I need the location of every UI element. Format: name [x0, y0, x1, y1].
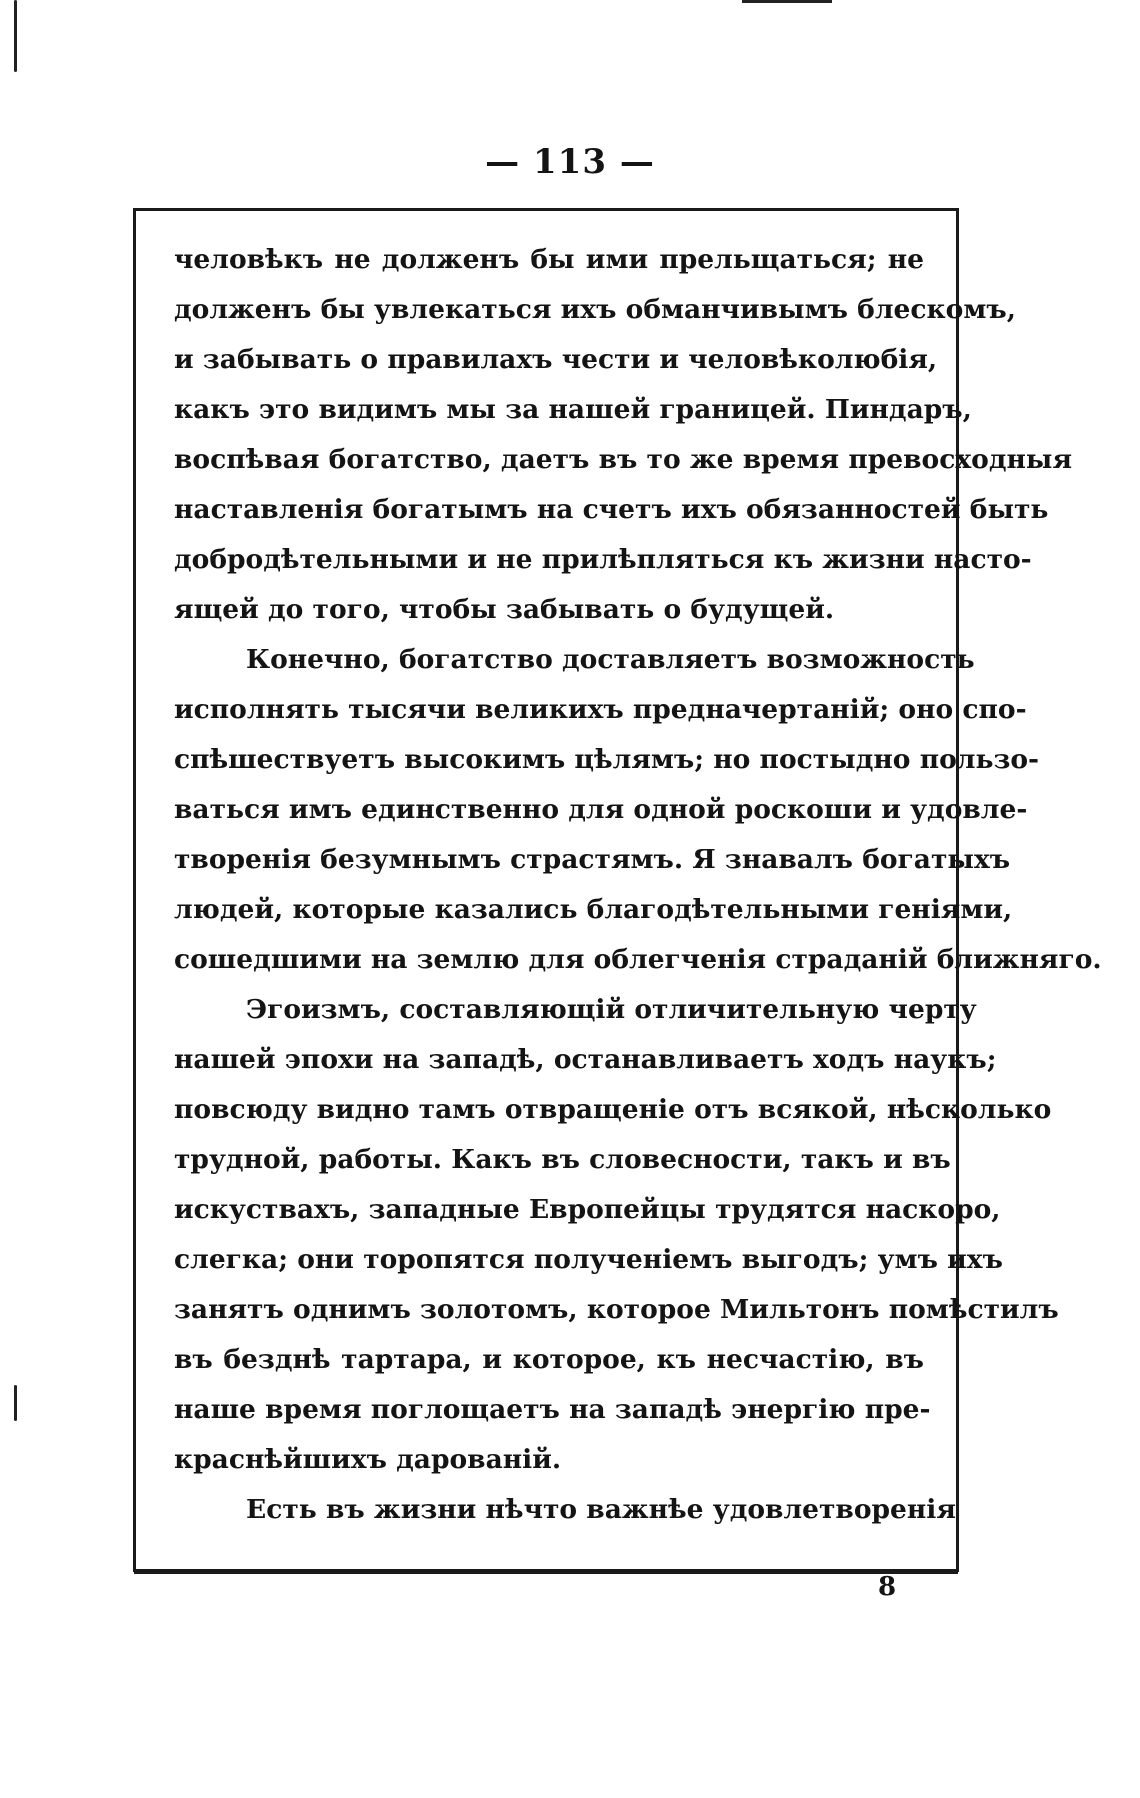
text-line: творенія безумнымъ страстямъ. Я знавалъ богатыхъ [174, 844, 1011, 875]
text-line: искуствахъ, западные Европейцы трудятся наскоро, [174, 1194, 1001, 1225]
left-margin-mark [14, 0, 17, 72]
text-line: наставленія богатымъ на счетъ ихъ обязанностей быть [174, 494, 1049, 525]
text-line: ящей до того, чтобы забывать о будущей. [174, 594, 835, 625]
text-line: какъ это видимъ мы за нашей границей. Пиндаръ, [174, 394, 972, 425]
text-line: спѣшествуетъ высокимъ цѣлямъ; но постыдно пользо- [174, 744, 1040, 775]
text-line: людей, которые казались благодѣтельными геніями, [174, 894, 1013, 925]
text-line: слегка; они торопятся полученіемъ выгодъ; умъ ихъ [174, 1244, 1003, 1275]
text-line: исполнять тысячи великихъ предначертаній; оно спо- [174, 694, 1027, 725]
top-edge-rule [742, 0, 832, 3]
text-line: сошедшими на землю для облегченія страданій ближняго. [174, 944, 1102, 975]
page-number: — 113 — [485, 142, 655, 182]
text-line: добродѣтельными и не прилѣпляться къ жизни насто- [174, 544, 1032, 575]
text-line: повсюду видно тамъ отвращеніе отъ всякой, нѣсколько [174, 1094, 1052, 1125]
text-line: краснѣйшихъ дарованій. [174, 1444, 562, 1475]
text-line: нашей эпохи на западѣ, останавливаетъ ходъ наукъ; [174, 1044, 997, 1075]
paragraph-start-line: Конечно, богатство доставляетъ возможность [246, 644, 975, 675]
text-line: долженъ бы увлекаться ихъ обманчивымъ блескомъ, [174, 294, 1016, 325]
text-line: человѣкъ не долженъ бы ими прельщаться; не [174, 244, 924, 275]
text-line: и забывать о правилахъ чести и человѣколюбія, [174, 344, 938, 375]
text-line: занятъ однимъ золотомъ, которое Мильтонъ помѣстилъ [174, 1294, 1059, 1325]
paragraph-start-line: Эгоизмъ, составляющій отличительную черту [246, 994, 977, 1025]
text-line: воспѣвая богатство, даетъ въ то же время превосходныя [174, 444, 1073, 475]
signature-mark: 8 [878, 1572, 897, 1602]
text-line: ваться имъ единственно для одной роскоши и удовле- [174, 794, 1028, 825]
text-frame [133, 208, 1102, 1572]
text-line: наше время поглощаетъ на западѣ энергію пре- [174, 1394, 931, 1425]
body-text [174, 235, 1102, 1535]
text-line: трудной, работы. Какъ въ словесности, такъ и въ [174, 1144, 951, 1175]
left-margin-mark [14, 1385, 17, 1421]
paragraph-start-line: Есть въ жизни нѣчто важнѣе удовлетворенія [246, 1494, 956, 1525]
text-line: въ безднѣ тартара, и которое, къ несчастію, въ [174, 1344, 924, 1375]
